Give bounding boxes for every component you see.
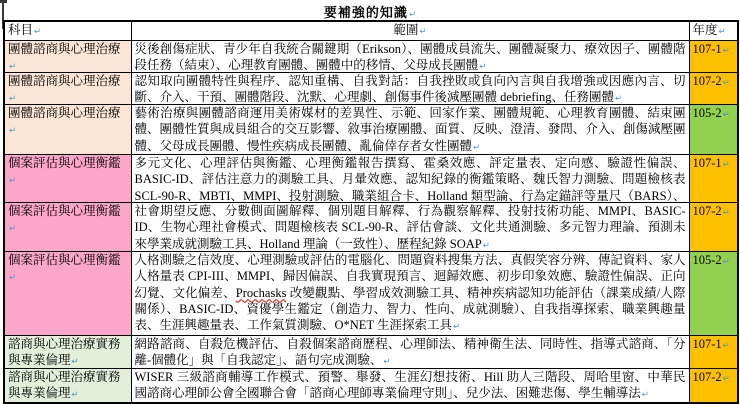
- year-cell[interactable]: [689, 41, 738, 73]
- paragraph-mark-icon: ↵: [408, 10, 417, 20]
- page-title-text: 要補強的知識: [323, 5, 408, 20]
- year-cell[interactable]: [689, 105, 738, 155]
- subject-cell[interactable]: [4, 252, 131, 336]
- range-cell[interactable]: [131, 155, 689, 203]
- end-of-cell-mark-icon: ↵: [479, 62, 487, 73]
- year-text: 107-2: [692, 204, 722, 219]
- end-of-cell-mark-icon: ↵: [9, 94, 17, 105]
- range-text: 社會期望反應、分數側面圖解釋、個別題目解釋、行為觀察解釋、投射技術功能、MMPI、BASIC-ID、生物心理社會模式、問題檢核表 SCL-90-R、評估會談、文化共通測驗、多元智力理論、預測未來學業成就測驗工具、Holland 理論（一致性）、歷程紀錄 SOAP: [134, 204, 686, 251]
- table-row: [4, 105, 738, 155]
- year-cell[interactable]: [689, 73, 738, 105]
- range-cell[interactable]: [131, 369, 689, 404]
- subject-text: 團體諮商與心理治療: [8, 74, 121, 89]
- end-of-cell-mark-icon: ↵: [71, 390, 79, 401]
- range-cell[interactable]: [131, 73, 689, 105]
- year-cell[interactable]: [689, 203, 738, 252]
- header-range-text: 範圍: [393, 23, 419, 37]
- end-of-cell-mark-icon: ↵: [482, 240, 490, 251]
- subject-text: 諮商與心理治療實務與專業倫理: [8, 337, 121, 368]
- subject-text: 個案評估與心理衡鑑: [8, 253, 121, 268]
- end-of-cell-mark-icon: ↵: [722, 257, 730, 268]
- table-row: [4, 73, 738, 105]
- year-cell[interactable]: [689, 252, 738, 336]
- header-year-text: 年度: [692, 23, 718, 37]
- subject-cell[interactable]: [4, 73, 131, 105]
- end-of-cell-mark-icon: ↵: [722, 341, 730, 352]
- end-of-cell-mark-icon: ↵: [9, 273, 17, 284]
- table-row: [4, 203, 738, 252]
- table-row: [4, 369, 738, 404]
- knowledge-table: [3, 20, 739, 404]
- year-text: 107-2: [692, 74, 722, 89]
- end-of-cell-mark-icon: ↵: [615, 94, 623, 105]
- subject-text: 團體諮商與心理治療: [8, 42, 121, 57]
- misspelled-word: Prochasks: [235, 285, 287, 300]
- subject-text: 諮商與心理治療實務與專業倫理: [8, 370, 121, 401]
- range-text: 認知取向團體特性與程序、認知重構、自我對話：自我挫敗或負向內言與自我增強或因應內言、切斷、介入、干預、團體階段、沈默、心理劇、創傷事件後減壓團體 debriefing、任務團體: [134, 74, 686, 105]
- range-cell[interactable]: [131, 105, 689, 155]
- end-of-cell-mark-icon: ↵: [71, 357, 79, 368]
- end-of-cell-mark-icon: ↵: [9, 62, 17, 73]
- year-cell[interactable]: [689, 369, 738, 404]
- year-text: 107-1: [692, 156, 722, 171]
- range-text: 改變觀點、學習成效測驗工具、精神疾病認知功能評估（課業成績/人際關係）、BASIC-ID、資優學生鑑定（創造力、智力、性向、成就測驗）、自我指導探索、職業興趣量表、生涯興趣量表、工作氣質測驗、O*NET 生涯探索工具: [134, 285, 686, 333]
- year-text: 105-2: [692, 253, 722, 268]
- table-row: [4, 336, 738, 369]
- range-text: 人格測驗之信效度、心理測驗或評估的電腦化、問題資料搜集方法、真假笑容分辨、傳記資料、家人人格量表 CPI-III、MMPI、歸因偏誤、自我實現預言、迴歸效應、初步印象效應、驗證性偏誤、正向幻覺、文化偏差、: [134, 253, 686, 300]
- subject-text: 個案評估與心理衡鑑: [8, 156, 121, 171]
- range-text: 網路諮商、自殺危機評估、自殺個案諮商歷程、心理師法、精神衛生法、同時性、指導式諮商、「分離-個體化」與「自我認定」、語句完成測驗、: [134, 337, 686, 368]
- end-of-cell-mark-icon: ↵: [722, 160, 730, 171]
- end-of-cell-mark-icon: ↵: [718, 27, 726, 37]
- end-of-cell-mark-icon: ↵: [722, 46, 730, 57]
- range-cell[interactable]: [131, 41, 689, 73]
- end-of-cell-mark-icon: ↵: [9, 126, 17, 137]
- subject-cell[interactable]: [4, 155, 131, 203]
- end-of-cell-mark-icon: ↵: [9, 224, 17, 235]
- range-cell[interactable]: [131, 252, 689, 336]
- end-of-cell-mark-icon: ↵: [722, 110, 730, 121]
- table-header-row: [4, 21, 738, 41]
- end-of-cell-mark-icon: ↵: [383, 357, 391, 368]
- page-title[interactable]: [0, 2, 740, 21]
- year-cell[interactable]: [689, 155, 738, 203]
- header-subject[interactable]: [4, 21, 131, 41]
- range-text: WISER 三級諮商輔導工作模式、預警、舉發、生涯幻想技術、Hill 助人三階段、周哈里窗、中華民國諮商心理師公會全國聯合會「諮商心理師專業倫理守則」、兒少法、困難悲傷、學生輔導法: [134, 370, 686, 401]
- subject-cell[interactable]: [4, 203, 131, 252]
- end-of-cell-mark-icon: ↵: [722, 78, 730, 89]
- table-row: [4, 252, 738, 336]
- year-text: 107-1: [692, 337, 722, 352]
- year-text: 105-2: [692, 106, 722, 121]
- table-row: [4, 155, 738, 203]
- header-range[interactable]: [131, 21, 689, 41]
- year-text: 107-2: [692, 370, 722, 385]
- range-text: 災後創傷症狀、青少年自我統合關鍵期（Erikson）、團體成員流失、團體凝聚力、療效因子、團體階段任務（結束）、心理教育團體、團體中的移情、父母成長團體: [134, 42, 686, 73]
- range-text: 藝術治療與團體諮商運用美術媒材的差異性、示範、回家作業、團體規範、心理教育團體、結束團體、團體性質與成員組合的交互影響、敘事治療團體、面質、反映、澄清、發問、介入、創傷減壓團體、父母成長團體、慢性疾病成長團體、亂倫倖存者女性團體: [134, 106, 686, 153]
- range-text: 多元文化、心理評估與衡鑑、心理衡鑑報告撰寫、霍桑效應、評定量表、定向感、驗證性偏誤、BASIC-ID、評估注意力的測驗工具、月暈效應、認知紀錄的衡鑑策略、魏氏智力測驗、問題檢核表 SCL-90-R、MBTI、MMPI、投射測驗、職業組合卡、Holland 類型論、行為定錨評等量尺（BARS）、: [134, 156, 686, 203]
- subject-cell[interactable]: [4, 41, 131, 73]
- end-of-cell-mark-icon: ↵: [722, 374, 730, 385]
- table-row: [4, 41, 738, 73]
- end-of-cell-mark-icon: ↵: [419, 27, 427, 37]
- range-cell[interactable]: [131, 336, 689, 369]
- year-text: 107-1: [692, 42, 722, 57]
- subject-cell[interactable]: [4, 105, 131, 155]
- end-of-cell-mark-icon: ↵: [722, 208, 730, 219]
- subject-text: 團體諮商與心理治療: [8, 106, 121, 121]
- end-of-cell-mark-icon: ↵: [9, 176, 17, 187]
- subject-cell[interactable]: [4, 336, 131, 369]
- end-of-cell-mark-icon: ↵: [34, 27, 42, 37]
- subject-cell[interactable]: [4, 369, 131, 404]
- year-cell[interactable]: [689, 336, 738, 369]
- header-subject-text: 科目: [8, 23, 34, 37]
- subject-text: 個案評估與心理衡鑑: [8, 204, 121, 219]
- header-year[interactable]: [689, 21, 738, 41]
- end-of-cell-mark-icon: ↵: [641, 390, 649, 401]
- range-cell[interactable]: [131, 203, 689, 252]
- end-of-cell-mark-icon: ↵: [473, 142, 481, 153]
- end-of-cell-mark-icon: ↵: [452, 322, 461, 333]
